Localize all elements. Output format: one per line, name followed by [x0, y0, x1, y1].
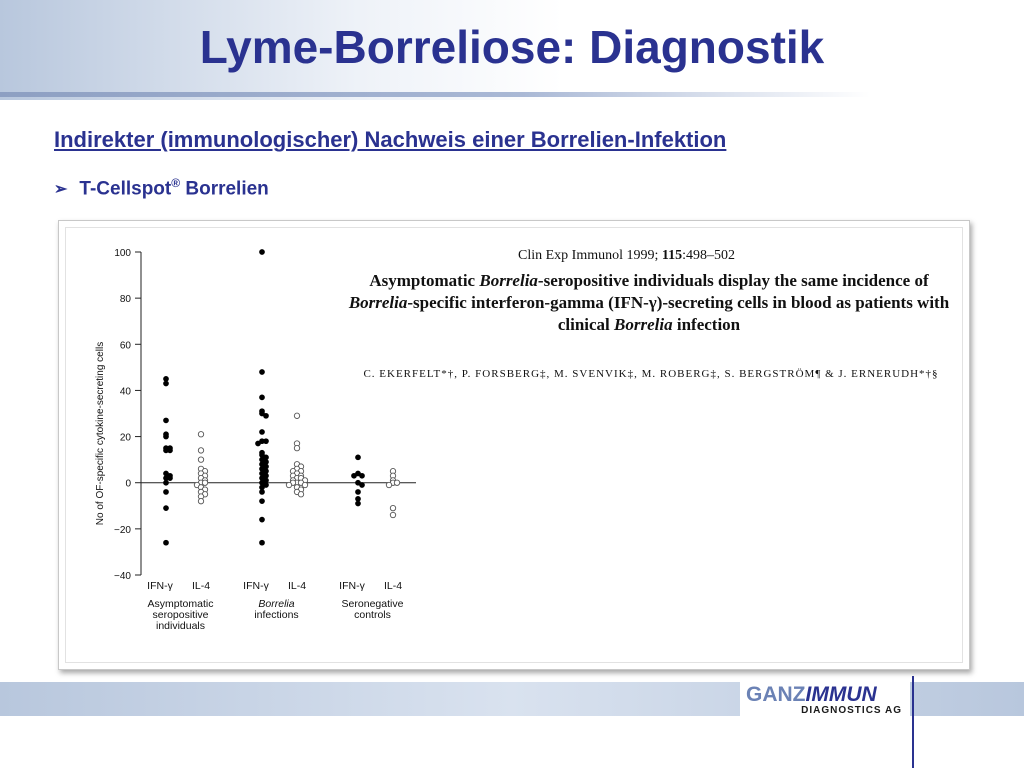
ifn-gamma-point — [256, 441, 261, 446]
slide-subtitle: Indirekter (immunologischer) Nachweis einer Borrelien-Infektion — [54, 127, 727, 152]
ifn-gamma-point — [360, 483, 365, 488]
ifn-gamma-point — [260, 250, 265, 255]
ifn-gamma-point — [264, 413, 269, 418]
group-label: infections — [254, 609, 299, 621]
ifn-gamma-point — [352, 473, 357, 478]
il4-point — [390, 505, 395, 510]
ifn-gamma-point — [168, 476, 173, 481]
citation-pages: :498–502 — [682, 248, 736, 263]
il4-point — [294, 445, 299, 450]
il4-point — [390, 512, 395, 517]
y-axis-label: No of OF-specific cytokine-secreting cells — [95, 341, 106, 526]
ifn-gamma-point — [356, 496, 361, 501]
ifn-gamma-point — [164, 434, 169, 439]
bullet-text: T-Cellspot — [79, 178, 172, 200]
logo-immun: IMMUN — [805, 683, 877, 706]
group-label: controls — [354, 609, 391, 621]
ifn-gamma-point — [164, 376, 169, 381]
bullet-arrow-icon: ➢ — [54, 181, 68, 199]
citation-journal: Clin Exp Immunol 1999; — [518, 248, 662, 263]
ifn-gamma-point — [356, 501, 361, 506]
il4-point — [198, 448, 203, 453]
paper-title-part: Borrelia — [614, 315, 673, 334]
logo-subtitle: DIAGNOSTICS AG — [801, 705, 902, 716]
paper-title-part: Borrelia — [348, 293, 408, 312]
ifn-gamma-point — [260, 490, 265, 495]
ifn-gamma-point — [260, 517, 265, 522]
paper-citation — [518, 248, 1018, 264]
logo-vertical-rule — [912, 676, 914, 768]
group-label: seropositive — [152, 609, 209, 621]
series-label: IFN-γ — [147, 580, 173, 592]
paper-title-part: -seropositive individuals display the same incidence of — [537, 271, 929, 290]
figure-inner — [65, 227, 963, 663]
bullet-text-after: Borrelien — [180, 178, 269, 200]
il4-point — [386, 482, 391, 487]
il4-point — [294, 413, 299, 418]
paper-title-part: -specific interferon-gamma (IFN-γ)-secreting cells in blood as patients with — [407, 293, 950, 312]
il4-point — [198, 457, 203, 462]
group-label: Asymptomatic — [147, 598, 214, 610]
paper-title-part: Asymptomatic — [369, 271, 480, 290]
ifn-gamma-point — [164, 381, 169, 386]
il4-point — [198, 498, 203, 503]
group-label: Borrelia — [258, 598, 295, 610]
y-tick-label: 60 — [119, 340, 131, 352]
group-label: Seronegative — [341, 598, 404, 610]
registered-mark: ® — [171, 176, 181, 190]
y-tick-label: −20 — [114, 524, 131, 536]
y-tick-label: −40 — [114, 571, 131, 582]
il4-point — [298, 492, 303, 497]
ifn-gamma-point — [260, 395, 265, 400]
group-label: individuals — [155, 620, 206, 632]
ifn-gamma-point — [260, 485, 265, 490]
series-label: IL-4 — [287, 580, 307, 592]
series-label: IL-4 — [191, 580, 211, 592]
ifn-gamma-point — [260, 499, 265, 504]
series-label: IFN-γ — [243, 580, 269, 592]
ifn-gamma-point — [264, 439, 269, 444]
y-tick-label: 40 — [119, 386, 131, 398]
ifn-gamma-point — [360, 473, 365, 478]
il4-point — [302, 482, 307, 487]
series-label: IFN-γ — [339, 580, 365, 592]
il4-point — [202, 480, 207, 485]
ifn-gamma-point — [260, 370, 265, 375]
paper-title-part: clinical — [557, 315, 615, 334]
y-tick-label: 100 — [114, 248, 131, 259]
slide-title: Lyme-Borreliose: Diagnostik — [199, 21, 825, 73]
ifn-gamma-point — [260, 430, 265, 435]
ifn-gamma-point — [164, 418, 169, 423]
y-tick-label: 80 — [119, 294, 131, 306]
paper-title — [334, 270, 964, 336]
series-label: IL-4 — [383, 580, 403, 592]
ifn-gamma-point — [356, 455, 361, 460]
y-tick-label: 20 — [119, 432, 131, 444]
ifn-gamma-point — [164, 490, 169, 495]
logo-wordmark — [746, 683, 877, 707]
ifn-gamma-point — [164, 540, 169, 545]
ifn-gamma-point — [168, 448, 173, 453]
il4-point — [286, 482, 291, 487]
paper-title-part: Borrelia — [479, 271, 538, 290]
ifn-gamma-point — [164, 480, 169, 485]
il4-point — [198, 432, 203, 437]
ifn-gamma-point — [260, 540, 265, 545]
ifn-gamma-point — [164, 506, 169, 511]
title-underline — [0, 92, 870, 97]
citation-volume: 115 — [661, 248, 683, 263]
paper-title-part: infection — [672, 315, 741, 334]
figure-frame — [58, 220, 970, 670]
logo-ganz: GANZ — [746, 683, 806, 706]
ifn-gamma-point — [356, 490, 361, 495]
bullet-item — [54, 176, 269, 200]
paper-authors: C. EKERFELT*†, P. FORSBERG‡, M. SVENVIK‡, M. ROBERG‡, S. BERGSTRÖM¶ & J. ERNERUDH*†§ — [363, 368, 939, 380]
y-tick-label: 0 — [125, 478, 131, 490]
il4-point — [394, 480, 399, 485]
company-logo — [740, 681, 910, 721]
